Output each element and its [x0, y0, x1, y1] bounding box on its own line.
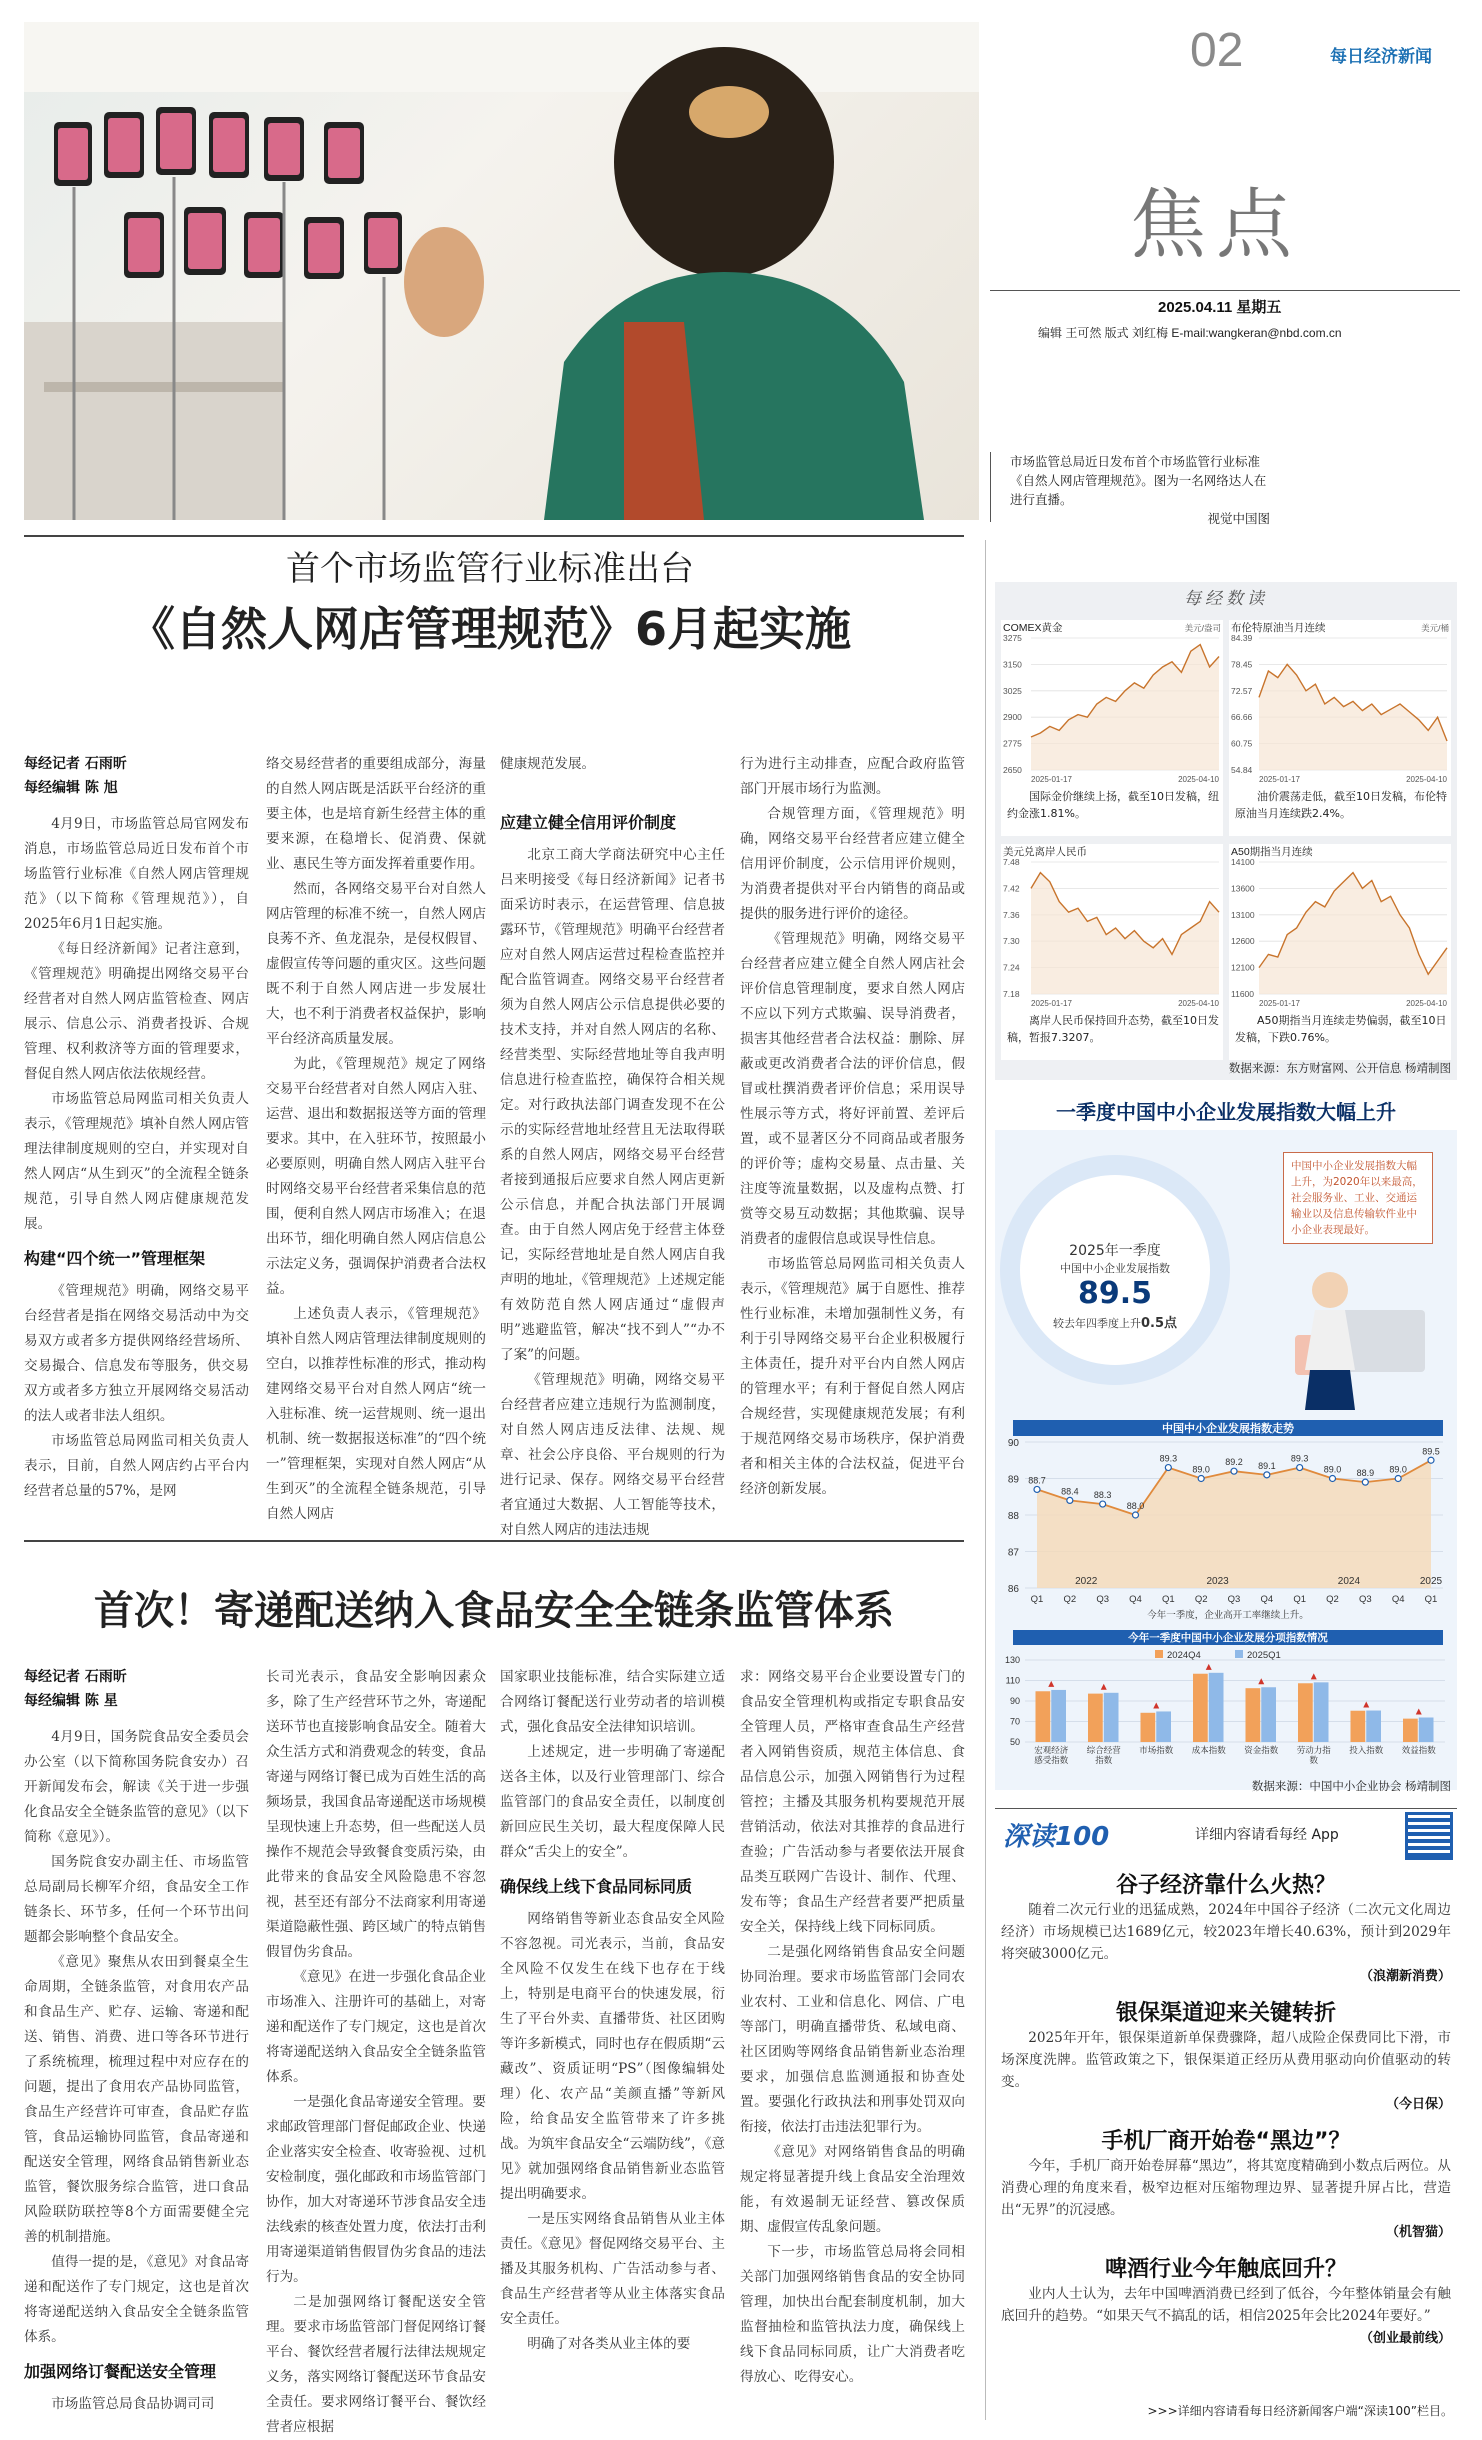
sme-line-chart	[995, 1420, 1457, 1625]
deep-read-panel	[995, 1812, 1457, 2422]
paragraph: 市场监管总局食品协调司司	[51, 2396, 215, 2412]
issue-date: 2025.04.11 星期五	[1158, 299, 1282, 316]
mini-chart-title: 美元兑离岸人民币	[1003, 846, 1087, 858]
paragraph: 市场监管总局网监司相关负责人表示，《管理规范》填补自然人网店管理法律制度规则的空白，并实现对自然人网店“从生到灭”的全流程全链条规范，引导自然人网店健康规范发展。	[24, 1091, 249, 1232]
photo-credit: 视觉中国图	[1207, 511, 1270, 526]
reporter: 每经记者 石雨昕	[24, 1669, 127, 1685]
paragraph: 《意见》聚焦从农田到餐桌全生命周期，全链条监管，对食用农产品和食品生产、贮存、运输、寄递和配送、销售、消费、进口等各环节进行了系统梳理，梳理过程中对应存在的问题，提出了食用农产品协同监管，食品生产经营许可审查，食品贮存监管，食品运输协同监管，食品寄递和配送安全管理，网络食品销售新业态监管，餐饮服务综合监管，进口食品风险联防联控等8个方面需要健全完善的机制措施。	[24, 1954, 249, 2245]
bar-y-tick: 130	[1004, 1655, 1020, 1665]
line-year-label: 2025	[1419, 1576, 1443, 1587]
line-point	[1100, 1501, 1106, 1507]
line-data-label: 88.0	[1126, 1501, 1145, 1511]
up-arrow-icon	[1048, 1681, 1054, 1687]
bar	[1261, 1687, 1276, 1742]
editor-line: 编辑 王可然 版式 刘红梅 E-mail:wangkeran@nbd.com.cn	[1038, 326, 1342, 340]
line-data-label: 89.0	[1192, 1464, 1210, 1475]
deep-read-logo: 深读100	[1003, 1822, 1110, 1852]
subheading: 应建立健全信用评价制度	[500, 813, 677, 832]
paragraph: 上述负责人表示，《管理规范》填补自然人网店管理法律制度规则的空白，以推荐性标准的形式，推动构建网络交易平台对自然人网店“统一入驻标准、统一运营规则、统一退出机制、统一数据报送标准”的“四个统一”管理框架，实现对自然人网店“从生到灭”的全流程全链条规范，引导自然人网店	[266, 1306, 486, 1522]
mini-chart-tick: 7.48	[1003, 857, 1020, 867]
paragraph: 《每日经济新闻》记者注意到，《管理规范》明确提出网络交易平台经营者对自然人网店监管检查、网店展示、信息公示、消费者投诉、合规管理、权利救济等方面的管理要求，督促自然人网店依法依规经营。	[24, 941, 249, 1082]
mini-chart-unit: 美元/桶	[1421, 623, 1449, 633]
editor: 每经编辑 陈 旭	[24, 780, 118, 796]
mini-chart-tick: 60.75	[1231, 738, 1253, 749]
bar	[1314, 1682, 1329, 1742]
mini-chart-note-box	[1235, 788, 1447, 834]
line-x-tick: Q1	[1424, 1594, 1438, 1605]
bar-y-tick: 110	[1005, 1675, 1020, 1686]
sme-bar-svg	[995, 1630, 1457, 1775]
editor: 每经编辑 陈 星	[24, 1693, 118, 1709]
paragraph: 求：网络交易平台企业要设置专门的食品安全管理机构或指定专职食品安全管理人员，严格审查食品生产经营者入网销售资质，规范主体信息、食品信息公示，加强入网销售行为过程管控；主播及其服务机构要规范开展营销活动，依法对其推荐的食品进行查验；广告活动参与者要依法开展食品类互联网广告设计、制作、代理、发布等；食品生产经营者要严把质量安全关，保持线上线下同标同质。	[740, 1669, 965, 1935]
bar	[1246, 1688, 1261, 1742]
article2-col2	[266, 1665, 486, 2435]
line-data-label: 88.9	[1356, 1468, 1375, 1479]
subheading: 构建“四个统一”管理框架	[24, 1249, 206, 1268]
line-x-tick: Q4	[1260, 1594, 1274, 1605]
line-x-tick: Q2	[1326, 1594, 1339, 1605]
mini-chart-note: A50期指当月连续走势偏弱，截至10日发稿，下跌0.76%。	[1235, 1014, 1447, 1044]
bar	[1036, 1691, 1051, 1742]
line-x-tick: Q2	[1194, 1594, 1208, 1605]
reporter: 每经记者 石雨昕	[24, 756, 127, 772]
mini-chart-tick: 7.24	[1003, 962, 1020, 973]
sme-index-value: 89.5	[1077, 1276, 1153, 1311]
bar-category-label: 市场指数	[1139, 1745, 1174, 1755]
mini-chart-title: 布伦特原油当月连续	[1231, 622, 1326, 634]
line-year-label: 2024	[1337, 1576, 1361, 1587]
line-point	[1231, 1468, 1237, 1474]
line-x-tick: Q3	[1358, 1594, 1372, 1605]
sme-bar-chart	[995, 1630, 1457, 1775]
mini-chart-tick: 14100	[1231, 857, 1255, 867]
bar-category-label: 成本指数	[1191, 1745, 1226, 1755]
data-panel	[995, 582, 1457, 1080]
sme-source: 数据来源：中国中小企业协会 杨靖制图	[1251, 1779, 1451, 1793]
mini-chart-tick: 78.45	[1231, 659, 1253, 670]
paragraph: 为此，《管理规范》规定了网络交易平台经营者对自然人网店入驻、运营、退出和数据报送等方面的管理要求。其中，在入驻环节，按照最小必要原则，明确自然人网店入驻平台时网络交易平台经营者采集信息的范围，便利自然人网店市场准入；在退出环节，细化明确自然人网店信息公示法定义务，强调保护消费者合法权益。	[266, 1056, 486, 1297]
sme-line-svg	[995, 1420, 1457, 1625]
bar-category-label: 综合经营	[1086, 1745, 1121, 1755]
right-column-rule	[985, 540, 986, 2420]
article2-col4	[740, 1665, 965, 2425]
bar	[1156, 1711, 1171, 1742]
bar	[1351, 1711, 1366, 1742]
mini-chart-note: 国际金价继续上扬，截至10日发稿，纽约金涨1.81%。	[1007, 790, 1219, 820]
bar	[1104, 1693, 1119, 1742]
mini-chart-xlabel: 2025-04-10	[1178, 999, 1219, 1008]
article1-kicker: 首个市场监管行业标准出台	[286, 549, 694, 589]
up-arrow-icon	[1101, 1684, 1107, 1690]
mini-chart-tick: 13600	[1231, 883, 1255, 894]
line-point	[1165, 1465, 1171, 1471]
mini-chart-note: 离岸人民币保持回升态势，截至10日发稿，暂报7.3207。	[1007, 1014, 1219, 1044]
bar	[1088, 1694, 1103, 1742]
bar	[1298, 1683, 1313, 1742]
up-arrow-icon	[1416, 1709, 1422, 1715]
mini-chart-xlabel: 2025-01-17	[1259, 999, 1300, 1008]
mini-chart-note-box	[1007, 1012, 1219, 1058]
bar-category-label: 投入指数	[1349, 1745, 1384, 1755]
paragraph: 值得一提的是，《意见》对食品寄递和配送作了专门规定，这也是首次将寄递配送纳入食品安全全链条监管体系。	[24, 2254, 249, 2345]
mini-chart-tick: 72.57	[1231, 685, 1253, 696]
paragraph: 上述规定，进一步明确了寄递配送各主体，以及行业管理部门、综合监管部门的食品安全责任，以制度创新回应民生关切，最大程度保障人民群众“舌尖上的安全”。	[500, 1744, 725, 1860]
deep-read-app-text: 详细内容请看每经 App	[1195, 1827, 1339, 1843]
mini-chart-tick: 12600	[1231, 936, 1255, 947]
sme-index-label: 中国中小企业发展指数	[1060, 1262, 1170, 1275]
bar-category-label: 宏观经济	[1034, 1745, 1069, 1755]
line-point	[1297, 1465, 1303, 1471]
photo-caption-text: 市场监管总局近日发布首个市场监管行业标准《自然人网店管理规范》。图为一名网络达人在进行直播。	[1010, 454, 1267, 507]
paragraph: 然而，各网络交易平台对自然人网店管理的标准不统一，自然人网店良莠不齐、鱼龙混杂，是侵权假冒、虚假宣传等问题的重灾区。这些问题既不利于自然人网店进一步发展壮大，也不利于消费者权益保护，影响平台经济高质量发展。	[266, 881, 486, 1047]
up-arrow-icon	[1311, 1673, 1317, 1679]
line-x-tick: Q2	[1063, 1594, 1077, 1605]
data-panel-source: 数据来源：东方财富网、公开信息 杨靖制图	[1228, 1061, 1451, 1075]
bar	[1141, 1713, 1156, 1742]
mini-chart-tick: 13100	[1231, 909, 1255, 920]
deep-read-item[interactable]	[1001, 2252, 1451, 2346]
deep-read-item-title[interactable]: 谷子经济靠什么火热？	[1115, 1873, 1336, 1898]
mini-chart-xlabel: 2025-04-10	[1178, 775, 1219, 784]
mini-chart-tick: 2900	[1003, 712, 1022, 723]
caption-divider	[990, 452, 991, 522]
paragraph: 二是加强网络订餐配送安全管理。要求市场监管部门督促网络订餐平台、餐饮经营者履行法律法规规定义务，落实网络订餐配送环节食品安全责任。要求网络订餐平台、餐饮经营者应根据	[266, 2294, 486, 2435]
mini-chart	[1229, 844, 1451, 1060]
line-data-label: 88.3	[1093, 1490, 1112, 1501]
bar	[1419, 1718, 1434, 1742]
news-photo	[24, 22, 979, 520]
sme-delta-value: 0.5点	[1140, 1316, 1178, 1331]
mini-chart-tick: 3025	[1003, 685, 1022, 696]
line-x-tick: Q1	[1161, 1594, 1175, 1605]
mini-chart-tick: 2775	[1003, 738, 1022, 749]
line-data-label: 89.3	[1290, 1453, 1309, 1464]
up-arrow-icon	[1206, 1664, 1212, 1670]
mini-chart-tick: 7.36	[1003, 909, 1020, 920]
paragraph: 明确了对各类从业主体的要	[527, 2336, 691, 2352]
photo-caption	[1010, 452, 1270, 528]
paragraph: 《管理规范》明确，网络交易平台经营者应建立健全自然人网店社会评价信息管理制度，要求自然人网店不应以下列方式欺骗、误导消费者，损害其他经营者合法权益：删除、屏蔽或更改消费者合法的评价信息，假冒或杜撰消费者评价信息；采用误导性展示等方式，将好评前置、差评后置，或不显著区分不同商品或者服务的评价等；虚构交易量、点击量、关注度等流量数据，以及虚构点赞、打赏等交易互动数据；其他欺骗、误导消费者的虚假信息或误导性信息。	[740, 931, 965, 1247]
mini-chart-xlabel: 2025-01-17	[1259, 775, 1300, 784]
mini-chart-title: A50期指当月连续	[1231, 846, 1313, 858]
line-x-tick: Q1	[1293, 1594, 1307, 1605]
line-point	[1198, 1476, 1204, 1482]
line-point	[1034, 1486, 1040, 1492]
paragraph: 4月9日，国务院食品安全委员会办公室（以下简称国务院食安办）召开新闻发布会，解读《关于进一步强化食品安全全链条监管的意见》（以下简称《意见》）。	[24, 1729, 249, 1845]
livestream-illustration	[24, 22, 979, 520]
deep-read-item-body: 业内人士认为，去年中国啤酒消费已经到了低谷，今年整体销量会有触底回升的趋势。“如果天气不搞乱的话，相信2025年会比2024年要好。”	[1001, 2286, 1451, 2324]
bar-category-label: 效益指数	[1401, 1745, 1436, 1755]
paragraph: 《管理规范》明确，网络交易平台经营者应建立违规行为监测制度，对自然人网店违反法律、法规、规章、社会公序良俗、平台规则的行为进行记录、保存。网络交易平台经营者宜通过大数据、人工智能等技术，对自然人网店的违法违规	[500, 1372, 725, 1538]
paragraph: 北京工商大学商法研究中心主任吕来明接受《每日经济新闻》记者书面采访时表示，在运营管理、信息披露环节，《管理规范》明确平台经营者应对自然人网店运营过程检查监控并配合监管调查。网络交易平台经营者须为自然人网店公示信息提供必要的技术支持，并对自然人网店的名称、经营类型、实际经营地址等自我声明信息进行检查监控，确保符合相关规定。对行政执法部门调查发现不在公示的实际经营地址经营且无法取得联系的自然人网店，网络交易平台经营者接到通报后应要求自然人网店更新公示信息，并配合执法部门开展调查。由于自然人网店免于经营主体登记，实际经营地址是自然人网店自我声明的地址，《管理规范》上述规定能有效防范自然人网店通过“虚假声明”逃避监管，解决“找不到人”“办不了案”的问题。	[500, 847, 725, 1363]
data-panel-title: 每经数读	[1184, 589, 1268, 609]
paper-name: 每日经济新闻	[1330, 47, 1432, 67]
paragraph: 《意见》在进一步强化食品企业市场准入、注册许可的基础上，对寄递和配送作了专门规定，这也是首次将寄递配送纳入食品安全全链条监管体系。	[266, 1969, 486, 2085]
deep-read-item[interactable]	[1001, 1996, 1451, 2112]
deep-read-item-title[interactable]: 手机厂商开始卷“黑边”？	[1101, 2129, 1351, 2154]
mid-section-rule	[24, 1540, 964, 1542]
article1-headline: 《自然人网店管理规范》6月起实施	[128, 602, 851, 656]
sme-panel	[995, 1090, 1457, 1800]
paragraph: 行为进行主动排查，应配合政府监管部门开展市场行为监测。	[740, 756, 965, 797]
deep-read-item[interactable]	[1001, 2124, 1451, 2240]
paragraph: 络交易经营者的重要组成部分，海量的自然人网店既是活跃平台经济的重要主体，也是培育新生经营主体的重要来源，在稳增长、促消费、保就业、惠民生等方面发挥着重要作用。	[266, 756, 486, 872]
line-data-label: 89.3	[1159, 1453, 1178, 1464]
paragraph: 4月9日，市场监管总局官网发布消息，市场监管总局近日发布首个市场监管行业标准《自然人网店管理规范》（以下简称《管理规范》），自2025年6月1日起实施。	[24, 816, 249, 932]
bar	[1209, 1673, 1224, 1742]
bar-y-tick: 50	[1009, 1737, 1020, 1747]
mini-chart	[1001, 844, 1223, 1060]
line-year-label: 2023	[1206, 1576, 1229, 1587]
deep-read-item-body: 随着二次元行业的迅猛成熟，2024年中国谷子经济（二次元文化周边经济）市场规模已达1689亿元，较2023年增长40.63%，预计到2029年将突破3000亿元。	[1001, 1902, 1451, 1962]
bar-category-label: 数	[1309, 1755, 1319, 1765]
line-year-label: 2022	[1075, 1576, 1098, 1587]
mini-chart-tick: 84.39	[1231, 633, 1253, 643]
line-x-tick: Q4	[1129, 1594, 1142, 1605]
mini-chart-xlabel: 2025-04-10	[1406, 999, 1447, 1008]
bar-category-label: 指数	[1095, 1755, 1113, 1765]
line-data-label: 88.7	[1028, 1475, 1046, 1486]
deep-read-item-title[interactable]: 银保渠道迎来关键转折	[1115, 2001, 1336, 2026]
mini-chart-xlabel: 2025-04-10	[1406, 775, 1447, 784]
paragraph: 市场监管总局网监司相关负责人表示，目前，自然人网店约占平台内经营者总量的57%，是网	[24, 1433, 249, 1499]
bar	[1051, 1690, 1066, 1742]
line-data-label: 89.5	[1422, 1446, 1440, 1457]
paragraph: 二是强化网络销售食品安全问题协同治理。要求市场监管部门会同农业农村、工业和信息化、网信、广电等部门，明确直播带货、私域电商、社区团购等网络食品销售新业态治理要求，加强信息监测通报和协查处置。要强化行政执法和刑事处罚双向衔接，依法打击违法犯罪行为。	[740, 1944, 965, 2135]
line-y-tick: 89	[1007, 1474, 1019, 1486]
qr-code[interactable]	[1405, 1812, 1453, 1860]
mini-chart-tick: 3275	[1003, 633, 1022, 643]
line-chart-title: 中国中小企业发展指数走势	[1162, 1423, 1294, 1435]
bar-legend-swatch	[1155, 1650, 1163, 1658]
sme-circle-text	[1030, 1240, 1200, 1331]
line-x-tick: Q3	[1096, 1594, 1110, 1605]
bar-y-tick: 90	[1009, 1696, 1020, 1706]
section-title: 焦点	[1130, 180, 1302, 269]
article2-col1	[24, 1665, 249, 2425]
bar-legend-swatch	[1235, 1650, 1243, 1658]
paragraph: 国家职业技能标准，结合实际建立适合网络订餐配送行业劳动者的培训模式，强化食品安全法律知识培训。	[500, 1669, 725, 1735]
deep-read-item-source: （创业最前线）	[1359, 2331, 1451, 2346]
paragraph: 长司光表示，食品安全影响因素众多，除了生产经营环节之外，寄递配送环节也直接影响食品安全。随着大众生活方式和消费观念的转变，食品寄递与网络订餐已成为百姓生活的高频场景，我国食品寄递配送市场规模呈现快速上升态势，但一些配送人员操作不规范会导致餐食变质污染，由此带来的食品安全风险隐患不容忽视，甚至还有部分不法商家利用寄递渠道隐蔽性强、跨区域广的特点销售假冒伪劣食品。	[266, 1669, 486, 1960]
mini-chart-note: 油价震荡走低，截至10日发稿，布伦特原油当月连续跌2.4%。	[1235, 790, 1447, 820]
deep-read-footer: >>>详细内容请看每日经济新闻客户端“深读100”栏目。	[1147, 2404, 1453, 2418]
bar	[1366, 1711, 1381, 1742]
mini-chart-note-box	[1235, 1012, 1447, 1058]
sme-callout: 中国中小企业发展指数大幅上升，为2020年以来最高，社会服务业、工业、交通运输业以及信息传输软件业中小企业表现最好。	[1283, 1152, 1433, 1244]
mini-chart-xlabel: 2025-01-17	[1031, 775, 1072, 784]
paragraph: 下一步，市场监管总局将会同相关部门加强网络销售食品的安全协同管理，加快出台配套制度机制，加大监督抽检和监管执法力度，确保线上线下食品同标同质，让广大消费者吃得放心、吃得安心。	[740, 2244, 965, 2385]
mini-chart-tick: 7.42	[1003, 883, 1020, 894]
mini-chart-tick: 3150	[1003, 659, 1022, 670]
subheading: 确保线上线下食品同标同质	[500, 1877, 693, 1896]
up-arrow-icon	[1258, 1678, 1264, 1684]
line-x-tick: Q1	[1030, 1594, 1044, 1605]
line-point	[1264, 1472, 1270, 1478]
bar-legend-label: 2024Q4	[1167, 1650, 1201, 1661]
paragraph: 市场监管总局网监司相关负责人表示，《管理规范》属于自愿性、推荐性行业标准，未增加强制性义务，有利于引导网络交易平台企业积极履行主体责任，提升对平台内自然人网店的管理水平；有利于督促自然人网店合规经营，实现健康规范发展；有利于规范网络交易市场秩序，保护消费者和相关主体的合法权益，促进平台经济创新发展。	[740, 1256, 965, 1497]
mini-chart-tick: 12100	[1231, 962, 1255, 973]
mini-chart-xlabel: 2025-01-17	[1031, 999, 1072, 1008]
mini-chart-title: COMEX黄金	[1003, 622, 1063, 634]
paragraph: 《管理规范》明确，网络交易平台经营者是指在网络交易活动中为交易双方或者多方提供网络经营场所、交易撮合、信息发布等服务，供交易双方或者多方独立开展网络交易活动的法人或者非法人组织。	[24, 1283, 249, 1424]
bar-legend-label: 2025Q1	[1247, 1650, 1281, 1661]
mini-chart	[1229, 620, 1451, 836]
deep-read-rule	[995, 1808, 1457, 1809]
line-y-tick: 86	[1007, 1584, 1019, 1595]
article1-col4	[740, 752, 965, 1532]
line-x-tick: Q3	[1227, 1594, 1241, 1605]
line-point	[1395, 1476, 1401, 1482]
mini-chart-tick: 2650	[1003, 765, 1022, 775]
mini-chart	[1001, 620, 1223, 836]
up-arrow-icon	[1363, 1702, 1369, 1708]
line-point	[1362, 1479, 1368, 1485]
top-section-rule	[24, 535, 964, 537]
sme-title: 一季度中国中小企业发展指数大幅上升	[1056, 1100, 1396, 1124]
paragraph: 一是压实网络食品销售从业主体责任。《意见》督促网络交易平台、主播及其服务机构、广告活动参与者、食品生产经营者等从业主体落实食品安全责任。	[500, 2211, 725, 2327]
mini-chart-tick: 66.66	[1231, 712, 1253, 723]
deep-read-item-body: 2025年开年，银保渠道新单保费骤降，超八成险企保费同比下滑，市场深度洗牌。监管政策之下，银保渠道正经历从费用驱动向价值驱动的转变。	[1001, 2030, 1451, 2090]
paragraph: 网络销售等新业态食品安全风险不容忽视。司光表示，当前，食品安全风险不仅发生在线下也存在于线上，特别是电商平台的快速发展，衍生了平台外卖、直播带货、社区团购等许多新模式，同时也存在假质期“云藏改”、资质证明“PS”（图像编辑处理）化、农产品“美颜直播”等新风险，给食品安全监管带来了许多挑战。为筑牢食品安全“云端防线”，《意见》就加强网络食品销售新业态监管提出明确要求。	[500, 1911, 725, 2202]
line-y-tick: 90	[1007, 1438, 1019, 1449]
mini-chart-unit: 美元/盎司	[1184, 623, 1221, 633]
deep-read-item[interactable]	[1001, 1868, 1451, 1984]
header-rule	[990, 290, 1460, 291]
deep-read-list	[995, 1868, 1457, 2358]
mini-chart-note-box	[1007, 788, 1219, 834]
paragraph: 合规管理方面，《管理规范》明确，网络交易平台经营者应建立健全信用评价制度，公示信用评价规则，为消费者提供对平台内销售的商品或提供的服务进行评价的途径。	[740, 806, 965, 922]
sme-period: 2025年一季度	[1069, 1243, 1161, 1259]
line-y-tick: 88	[1007, 1511, 1019, 1522]
deep-read-item-source: （机智猫）	[1385, 2225, 1451, 2240]
paragraph: 《意见》对网络销售食品的明确规定将显著提升线上食品安全治理效能，有效遏制无证经营、篡改保质期、虚假宣传乱象问题。	[740, 2144, 965, 2235]
bar-category-label: 劳动力指	[1296, 1745, 1331, 1755]
line-area	[1037, 1460, 1431, 1588]
line-chart-footer: 今年一季度，企业高开工率继续上升。	[1147, 1610, 1309, 1621]
line-point	[1428, 1457, 1434, 1463]
paragraph: 国务院食安办副主任、市场监管总局副局长柳军介绍，食品安全工作链条长、环节多，任何一个环节出问题都会影响整个食品安全。	[24, 1854, 249, 1945]
line-point	[1067, 1497, 1073, 1503]
deep-read-item-title[interactable]: 啤酒行业今年触底回升？	[1104, 2257, 1347, 2282]
line-point	[1330, 1476, 1336, 1482]
deep-read-item-source: （今日保）	[1385, 2097, 1451, 2112]
article1-col3	[500, 752, 725, 1538]
article2-headline: 首次！寄递配送纳入食品安全全链条监管体系	[94, 1588, 894, 1634]
bar-chart-title: 今年一季度中国中小企业发展分项指数情况	[1128, 1632, 1328, 1644]
deep-read-item-source: （浪潮新消费）	[1359, 1969, 1451, 1984]
mini-chart-tick: 54.84	[1231, 765, 1253, 775]
sme-delta-line	[1030, 1312, 1200, 1331]
paragraph: 健康规范发展。	[500, 756, 596, 772]
paragraph: 一是强化食品寄递安全管理。要求邮政管理部门督促邮政企业、快递企业落实安全检查、收寄验视、过机安检制度，强化邮政和市场监管部门协作，加大对寄递环节涉食品安全违法线索的核查处置力度，依法打击利用寄递渠道销售假冒伪劣食品的违法行为。	[266, 2094, 486, 2285]
page-number: 02	[1190, 24, 1244, 77]
subheading: 加强网络订餐配送安全管理	[24, 2362, 217, 2381]
line-data-label: 89.0	[1389, 1464, 1407, 1475]
mini-chart-tick: 7.30	[1003, 936, 1020, 947]
article1-col2	[266, 752, 486, 1532]
bar	[1403, 1719, 1418, 1742]
mini-chart-tick: 7.18	[1003, 989, 1020, 999]
line-data-label: 89.2	[1225, 1457, 1243, 1468]
bar-y-tick: 70	[1009, 1716, 1020, 1727]
line-data-label: 88.4	[1061, 1486, 1079, 1497]
line-data-label: 89.0	[1323, 1464, 1342, 1475]
mini-chart-tick: 11600	[1231, 989, 1255, 999]
article2-col3	[500, 1665, 725, 2425]
line-x-tick: Q4	[1391, 1594, 1405, 1605]
line-y-tick: 87	[1007, 1547, 1019, 1559]
bar-category-label: 资金指数	[1244, 1745, 1279, 1755]
bar-category-label: 感受指数	[1034, 1755, 1069, 1765]
line-point	[1133, 1512, 1139, 1518]
deep-read-item-body: 今年，手机厂商开始卷屏幕“黑边”，将其宽度精确到小数点后两位。从消费心理的角度来看，极窄边框对压缩物理边界、显著提升屏占比，营造出“无界”的沉浸感。	[1001, 2158, 1451, 2218]
up-arrow-icon	[1153, 1702, 1159, 1708]
sme-delta-label: 较去年四季度上升	[1052, 1317, 1141, 1330]
line-data-label: 89.1	[1258, 1460, 1276, 1471]
bar	[1193, 1674, 1208, 1742]
